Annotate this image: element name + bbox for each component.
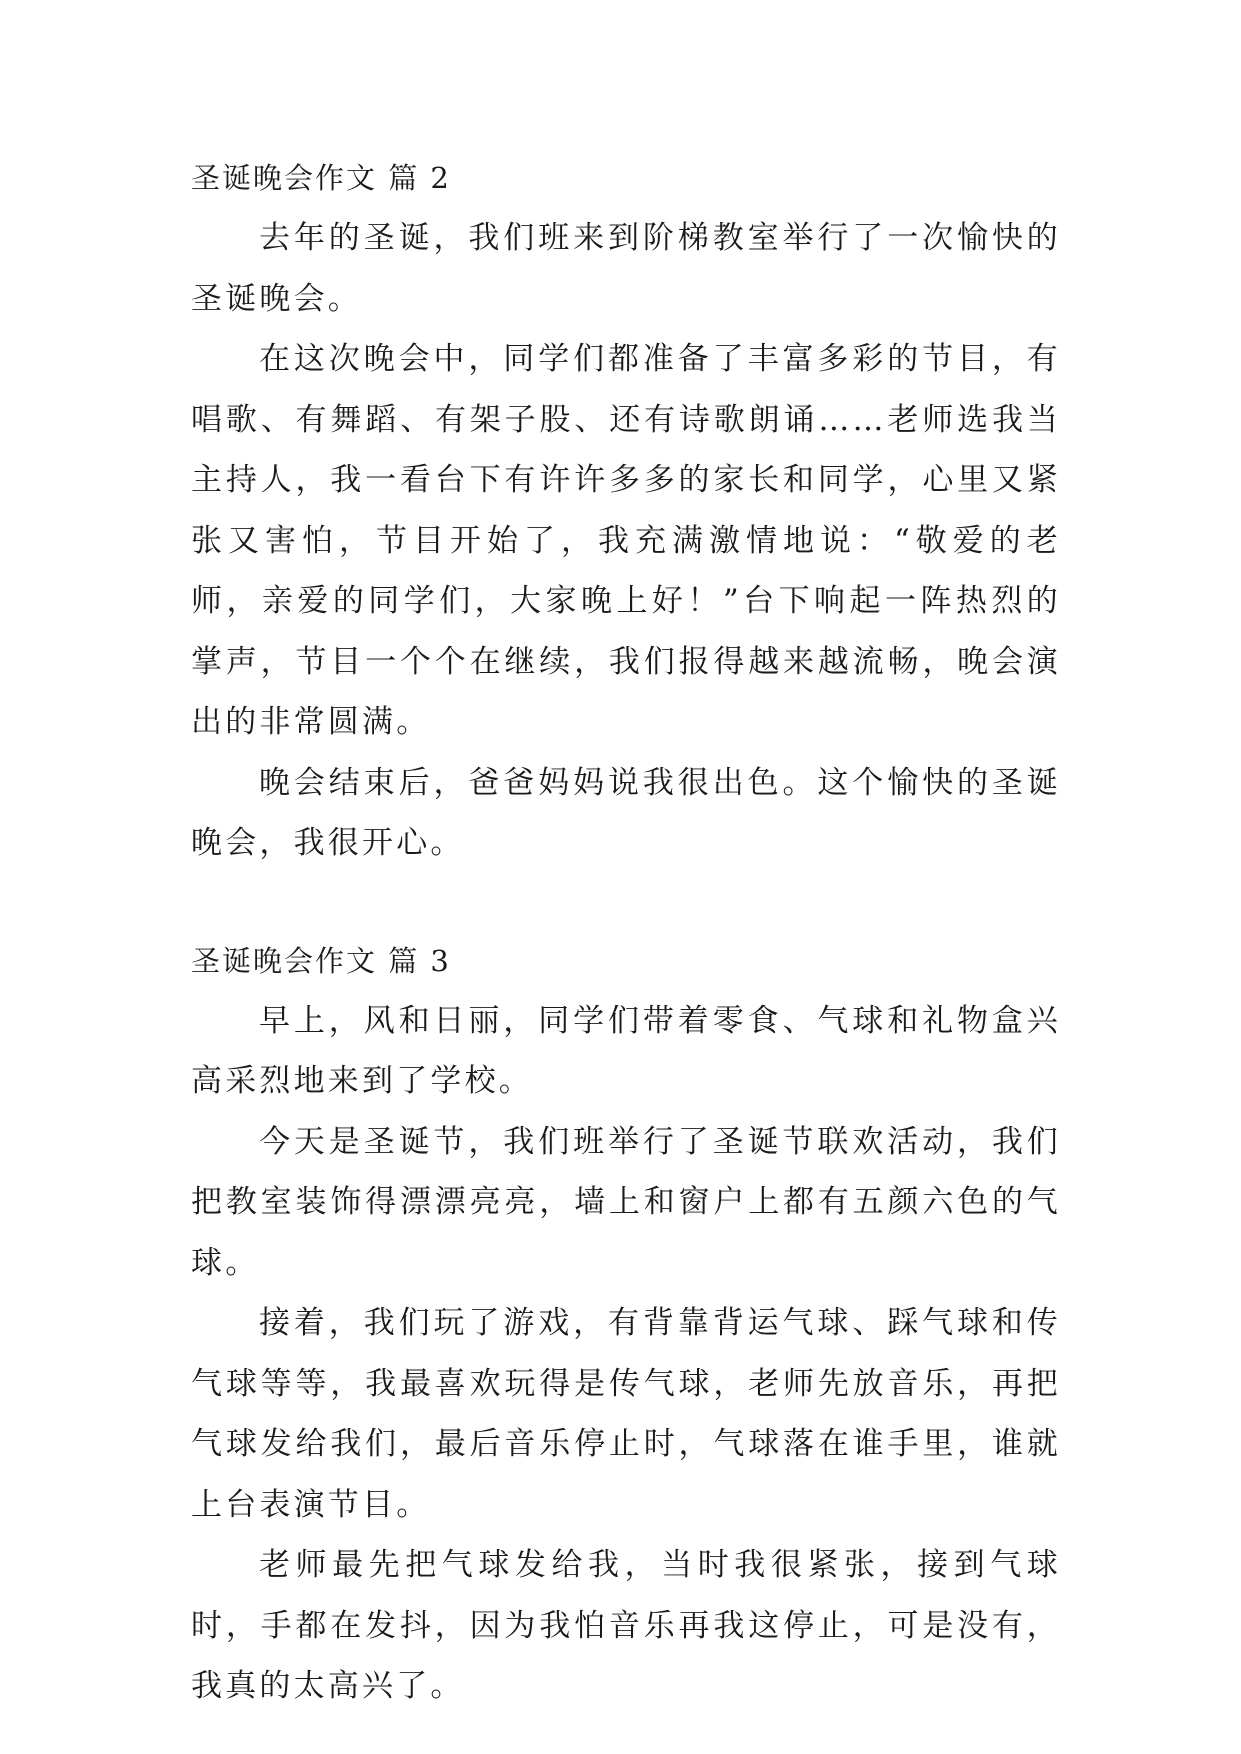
section-heading: 圣诞晚会作文 篇 3 bbox=[191, 943, 451, 978]
paragraph: 早上，风和日丽，同学们带着零食、气球和礼物盒兴高采烈地来到了学校。 bbox=[191, 1002, 1061, 1099]
paragraph: 在这次晚会中，同学们都准备了丰富多彩的节目，有唱歌、有舞蹈、有架子股、还有诗歌朗诵……老师选我当主持人，我一看台下有许许多多的家长和同学，心里又紧张又害怕，节目开始了，我充满激情地说：“敬爱的老师，亲爱的同学们，大家晚上好！”台下响起一阵热烈的掌声，节目一个个在继续，我们报得越来越流畅，晚会演出的非常圆满。 bbox=[191, 341, 1061, 740]
essay-section-3 bbox=[191, 931, 1061, 1717]
essay-section-2 bbox=[191, 148, 1061, 874]
paragraph: 晚会结束后，爸爸妈妈说我很出色。这个愉快的圣诞晚会，我很开心。 bbox=[191, 764, 1061, 861]
document-page bbox=[191, 148, 1061, 1717]
paragraph: 去年的圣诞，我们班来到阶梯教室举行了一次愉快的圣诞晚会。 bbox=[191, 220, 1061, 317]
section-heading: 圣诞晚会作文 篇 2 bbox=[191, 161, 451, 195]
paragraph: 接着，我们玩了游戏，有背靠背运气球、踩气球和传气球等等，我最喜欢玩得是传气球，老师先放音乐，再把气球发给我们，最后音乐停止时，气球落在谁手里，谁就上台表演节目。 bbox=[191, 1305, 1061, 1523]
paragraph: 老师最先把气球发给我，当时我很紧张，接到气球时，手都在发抖，因为我怕音乐再我这停止，可是没有，我真的太高兴了。 bbox=[191, 1547, 1061, 1704]
section-spacer bbox=[191, 874, 1061, 931]
paragraph: 今天是圣诞节，我们班举行了圣诞节联欢活动，我们把教室装饰得漂漂亮亮，墙上和窗户上都有五颜六色的气球。 bbox=[191, 1123, 1061, 1281]
